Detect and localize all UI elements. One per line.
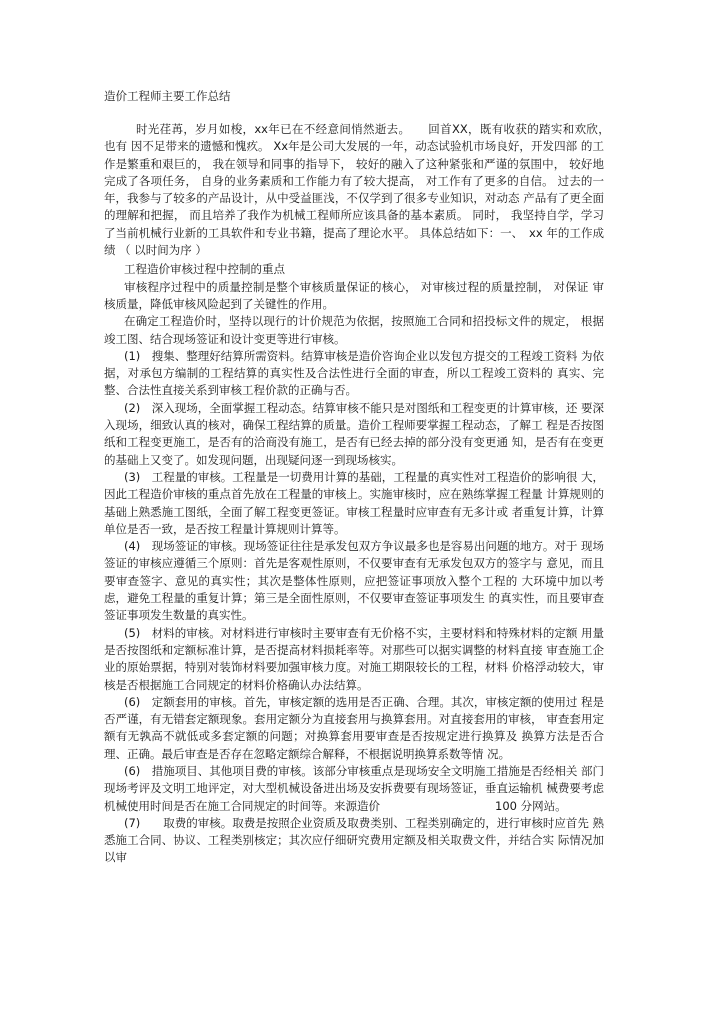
list-item: (3) 工程量的审核。工程量是一切费用计算的基础，工程量的真实性对工程造价的影响很 大，因此工程造价审核的重点首先放在工程量的审核上。实施审核时，应在熟练掌握工程量 计算规则的基础上熟悉施工图纸，全面了解工程变更签证。审核工程量时应审查有无多计或 者重复计算，计算单位是否一致，是否按工程量计算规则计算等。 — [104, 469, 604, 536]
section-heading: 工程造价审核过程中控制的重点 — [124, 262, 285, 277]
list-item: (6) 定额套用的审核。首先，审核定额的选用是否正确、合理。其次，审核定额的使用过 程是否严谨，有无错套定额现象。套用定额分为直接套用与换算套用。对直接套用的审核， 审查套用定额有无孰高不就低或多套定额的问题；对换算套用要审查是否按规定进行换算及 换算方法是否合理、正确。最后审查是否存在忽略定额综合解释，不根据说明换算系数等情 况。 — [104, 694, 604, 761]
paragraph: 在确定工程造价时，坚持以现行的计价规范为依据，按照施工合同和招投标文件的规定， 根据竣工图、结合现场签证和设计变更等进行审核。 — [104, 314, 604, 346]
list-item: (5) 材料的审核。对材料进行审核时主要审查有无价格不实，主要材料和特殊材料的定额 用量是否按图纸和定额标准计算，是否提高材料损耗率等。对那些可以据实调整的材料直接 审查施工企业的原始票据，特别对装饰材料要加强审核力度。对施工期限较长的工程，材料 价格浮动较大，审核是否根据施工合同规定的材料价格确认办法结算。 — [104, 625, 604, 692]
document-title: 造价工程师主要工作总结 — [104, 89, 231, 103]
paragraph-intro: 时光荏苒，岁月如梭，xx年已在不经意间悄然逝去。 回首XX，既有收获的踏实和欢欣， 也有 因不足带来的遗憾和愧疚。 Xx年是公司大发展的一年，动态试验机市场良好，开发四部 的工作是繁重和艰巨的， 我在领导和同事的指导下， 较好的融入了这种紧张和严谨的氛围中， 较好地完成了各项任务， 自身的业务素质和工作能力有了较大提高， 对工作有了更多的自信。 过去的一年，我参与了较多的产品设计，从中受益匪浅，不仅学到了很多专业知识，对动态 产品有了更全面的理解和把握， 而且培养了我作为机械工程师所应该具备的基本素质。 同时， 我坚持自学，学习了当前机械行业新的工具软件和专业书籍，提高了理论水平。 具体总结如下：一、 xx 年的工作成绩 （ 以时间为序 ） — [104, 122, 627, 258]
list-item: (6) 措施项目、其他项目费的审核。该部分审核重点是现场安全文明施工措施是否经相关 部门现场考评及文明工地评定，对大型机械设备进出场及安拆费要有现场签证，垂直运输机 械费要考虑机械使用时间是否在施工合同规定的时间等。来源造价 100 分网站。 — [104, 763, 604, 813]
list-item: (1) 搜集、整理好结算所需资料。结算审核是造价咨询企业以发包方提交的工程竣工资料 为依据，对承包方编制的工程结算的真实性及合法性进行全面的审查，所以工程竣工资料的 真实、完整、合法性直接关系到审核工程价款的正确与否。 — [104, 348, 604, 398]
list-item: (2) 深入现场，全面掌握工程动态。结算审核不能只是对图纸和工程变更的计算审核，还 要深入现场，细致认真的核对，确保工程结算的质量。造价工程师要掌握工程动态，了解工 程是否按图纸和工程变更施工，是否有的洽商没有施工，是否有已经去掉的部分没有变更通 知，是否有在变更的基础上又变了。如发现问题，出现疑问逐一到现场核实。 — [104, 400, 604, 467]
list-item: (7) 取费的审核。取费是按照企业资质及取费类别、工程类别确定的，进行审核时应首先 熟悉施工合同、协议、工程类别核定；其次应仔细研究费用定额及相关取费文件，并结合实 际情况加以审 — [104, 815, 604, 865]
list-item: (4) 现场签证的审核。现场签证往往是承发包双方争议最多也是容易出问题的地方。对于 现场签证的审核应遵循三个原则：首先是客观性原则，不仅要审查有无承发包双方的签字与 意见，而且要审查签字、意见的真实性；其次是整体性原则，应把签证事项放入整个工程的 大环境中加以考虑，避免工程量的重复计算；第三是全面性原则，不仅要审查签证事项发生 的真实性，而且要审查签证事项发生数量的真实性。 — [104, 539, 604, 623]
paragraph: 审核程序过程中的质量控制是整个审核质量保证的核心， 对审核过程的质量控制， 对保证 审核质量，降低审核风险起到了关键性的作用。 — [104, 279, 604, 311]
document-body — [104, 121, 627, 867]
